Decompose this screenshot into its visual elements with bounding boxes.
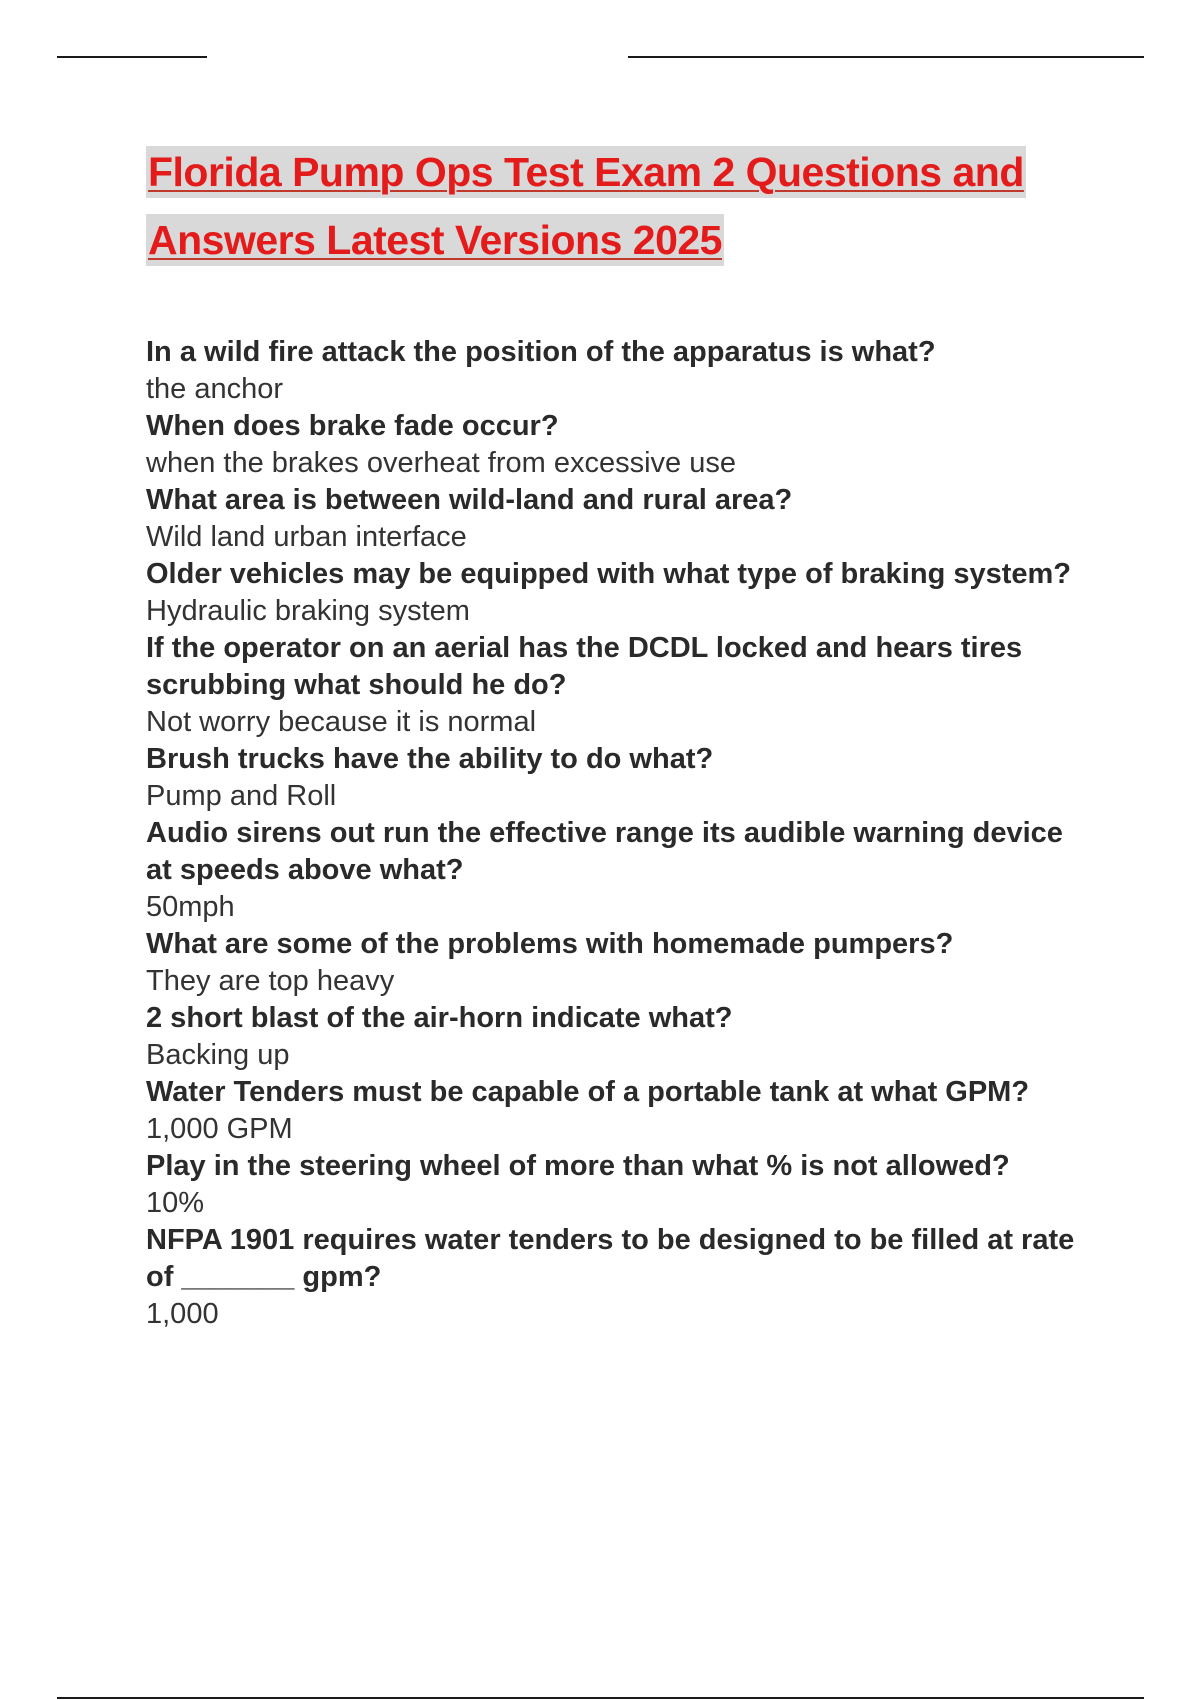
footer-rule bbox=[57, 1697, 1144, 1699]
qa-item bbox=[146, 408, 1091, 482]
question-text: If the operator on an aerial has the DCDL locked and hears tires scrubbing what should he do? bbox=[146, 632, 1023, 701]
header-rule-left bbox=[57, 56, 207, 58]
answer-text: Not worry because it is normal bbox=[146, 706, 537, 738]
qa-item bbox=[146, 630, 1091, 741]
qa-list bbox=[146, 334, 1091, 1333]
question-text: Water Tenders must be capable of a portable tank at what GPM? bbox=[146, 1076, 1030, 1108]
qa-item bbox=[146, 926, 1091, 1000]
answer-text: They are top heavy bbox=[146, 965, 395, 997]
answer-text: the anchor bbox=[146, 373, 284, 405]
qa-item bbox=[146, 556, 1091, 630]
document-title bbox=[146, 146, 1066, 282]
answer-text: when the brakes overheat from excessive use bbox=[146, 447, 736, 479]
qa-item bbox=[146, 741, 1091, 815]
answer-text: 1,000 bbox=[146, 1298, 219, 1330]
question-text: 2 short blast of the air-horn indicate what? bbox=[146, 1002, 733, 1034]
answer-text: 50mph bbox=[146, 891, 235, 923]
question-text: In a wild fire attack the position of the apparatus is what? bbox=[146, 336, 936, 368]
qa-item bbox=[146, 1222, 1091, 1333]
question-text: NFPA 1901 requires water tenders to be designed to be filled at rate of _______ gpm? bbox=[146, 1224, 1075, 1293]
qa-item bbox=[146, 1074, 1091, 1148]
answer-text: Hydraulic braking system bbox=[146, 595, 470, 627]
title-line-1: Florida Pump Ops Test Exam 2 Questions and bbox=[146, 146, 1026, 198]
question-text: When does brake fade occur? bbox=[146, 410, 559, 442]
question-text: What are some of the problems with homemade pumpers? bbox=[146, 928, 954, 960]
answer-text: 1,000 GPM bbox=[146, 1113, 293, 1145]
header-rule-right bbox=[628, 56, 1144, 58]
question-text: What area is between wild-land and rural area? bbox=[146, 484, 793, 516]
question-text: Brush trucks have the ability to do what? bbox=[146, 743, 714, 775]
qa-item bbox=[146, 815, 1091, 926]
answer-text: Wild land urban interface bbox=[146, 521, 467, 553]
qa-item bbox=[146, 1000, 1091, 1074]
question-text: Older vehicles may be equipped with what type of braking system? bbox=[146, 558, 1072, 590]
answer-text: Pump and Roll bbox=[146, 780, 337, 812]
qa-item bbox=[146, 482, 1091, 556]
question-text: Play in the steering wheel of more than what % is not allowed? bbox=[146, 1150, 1010, 1182]
qa-item bbox=[146, 334, 1091, 408]
question-text: Audio sirens out run the effective range its audible warning device at speeds above what? bbox=[146, 817, 1063, 886]
answer-text: 10% bbox=[146, 1187, 205, 1219]
answer-text: Backing up bbox=[146, 1039, 290, 1071]
title-line-2: Answers Latest Versions 2025 bbox=[146, 214, 724, 266]
qa-item bbox=[146, 1148, 1091, 1222]
